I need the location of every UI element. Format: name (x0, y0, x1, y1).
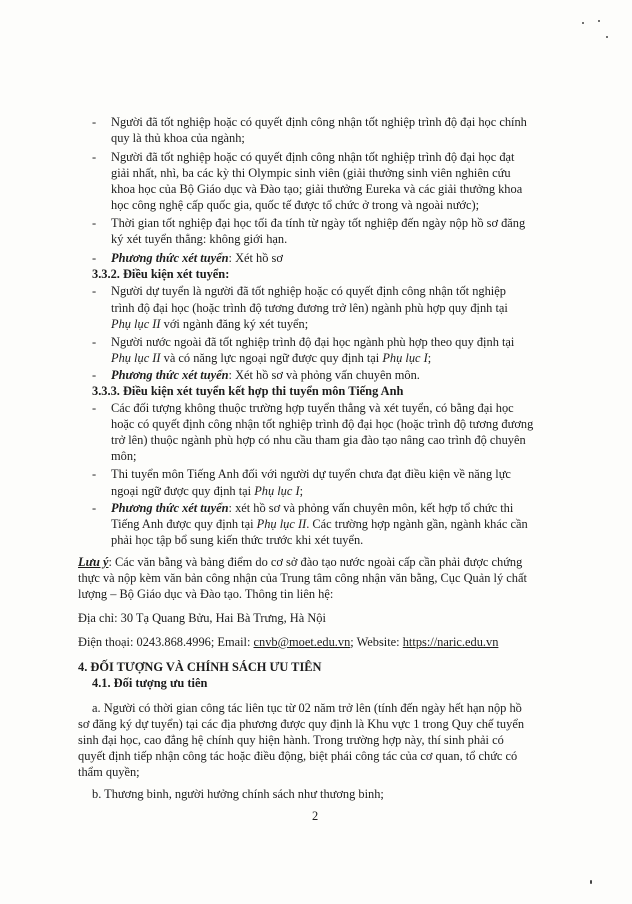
note-line: lượng – Bộ Giáo dục và Đào tạo. Thông tin liên hệ: (78, 587, 334, 601)
bullet-line: học công nghệ cấp quốc gia, quốc tế được tổ chức ở trong và ngoài nước); (111, 198, 480, 212)
bullet-text: ngoại ngữ được quy định tại (111, 484, 255, 498)
bullet-line: phải học tập bổ sung kiến thức trước khi xét tuyển. (111, 533, 364, 547)
bullet-line: Người đã tốt nghiệp hoặc có quyết định công nhận tốt nghiệp trình độ đại học chính (111, 115, 527, 129)
bullet-line: Thời gian tốt nghiệp đại học tối đa tính từ ngày tốt nghiệp đến ngày nộp hồ sơ đăng (111, 216, 526, 230)
bullet-line: quy là thủ khoa của ngành; (111, 131, 245, 145)
bullet-line: Người đã tốt nghiệp hoặc có quyết định công nhận tốt nghiệp trình độ đại học đạt (111, 150, 515, 164)
bullet-dash: - (92, 467, 97, 481)
bullet-text: và có năng lực ngoại ngữ được quy định tại (160, 351, 383, 365)
method-text: : xét hồ sơ và phỏng vấn chuyên môn, kết hợp tổ chức thi (228, 501, 514, 515)
bullet-line: giải nhất, nhì, ba các kỳ thi Olympic sinh viên (giải thưởng sinh viên nghiên cứu (111, 166, 511, 180)
note-line (78, 554, 522, 570)
bullet-line (111, 516, 528, 532)
paragraph-line: sơ đăng ký dự tuyển) tại các địa phương được quy định là Khu vực 1 trong Quy chế tuyển (78, 717, 525, 731)
bullet-dash: - (92, 401, 97, 415)
bullet-text: . Các trường hợp ngành gần, ngành khác cần (306, 517, 528, 531)
bullet-text: với ngành đăng ký xét tuyển; (160, 317, 309, 331)
bullet-line: khoa học của Bộ Giáo dục và Đào tạo; giải thưởng Eureka và các giải thưởng khoa (111, 182, 523, 196)
appendix-ref: Phụ lục I (382, 351, 428, 365)
bullet-line (111, 500, 513, 516)
paragraph-line: b. Thương binh, người hưởng chính sách như thương binh; (92, 787, 384, 801)
page-number: 2 (312, 809, 319, 823)
appendix-ref: Phụ lục I (254, 484, 300, 498)
bullet-dash: - (92, 150, 97, 164)
bullet-line: Các đối tượng không thuộc trường hợp tuyển thẳng và xét tuyển, có bằng đại học (111, 401, 514, 415)
note-text: : Các văn bằng và bảng điểm do cơ sở đào tạo nước ngoài cấp cần phải được chứng (108, 555, 523, 569)
bullet-line (111, 483, 303, 499)
bullet-line (111, 316, 308, 332)
appendix-ref: Phụ lục II (256, 517, 307, 531)
bullet-dash: - (92, 284, 97, 298)
phone-text: Điện thoại: 0243.868.4996; Email: (78, 635, 254, 649)
bullet-dash: - (92, 368, 97, 382)
bullet-line: Người nước ngoài đã tốt nghiệp trình độ đại học ngành phù hợp theo quy định tại (111, 335, 515, 349)
scan-speck (590, 880, 592, 884)
method-text: : Xét hồ sơ và phỏng vấn chuyên môn. (228, 368, 420, 382)
bullet-dash: - (92, 501, 97, 515)
section-heading: 4. ĐỐI TƯỢNG VÀ CHÍNH SÁCH ƯU TIÊN (78, 660, 322, 674)
bullet-dash: - (92, 115, 97, 129)
contact-address: Địa chỉ: 30 Tạ Quang Bửu, Hai Bà Trưng, Hà Nội (78, 611, 326, 625)
paragraph-line: quyết định tiếp nhận công tác hoặc điều động, biệt phái công tác của cơ quan, tổ chức có (78, 749, 518, 763)
note-line: thực và nộp kèm văn bản công nhận của Trung tâm công nhận văn bằng, Cục Quản lý chất (78, 571, 527, 585)
appendix-ref: Phụ lục II (111, 351, 161, 365)
paragraph-line: a. Người có thời gian công tác liên tục từ 02 năm trở lên (tính đến ngày hết hạn nộp hồ (92, 701, 522, 715)
email-link[interactable]: cnvb@moet.edu.vn (253, 635, 351, 649)
bullet-line (111, 367, 420, 383)
note-label: Lưu ý (78, 555, 109, 569)
scan-speck (606, 36, 608, 38)
bullet-text: ; (427, 351, 432, 365)
bullet-line: trình độ đại học (hoặc trình độ tương đương trở lên) ngành phù hợp quy định tại (111, 301, 508, 315)
method-label: Phương thức xét tuyển (111, 368, 229, 382)
bullet-line: Người dự tuyển là người đã tốt nghiệp hoặc có quyết định công nhận tốt nghiệp (111, 284, 506, 298)
website-label: ; Website: (350, 635, 403, 649)
subsection-heading: 4.1. Đối tượng ưu tiên (92, 676, 208, 690)
bullet-dash: - (92, 251, 97, 265)
bullet-text: ; (299, 484, 304, 498)
bullet-line (111, 350, 431, 366)
bullet-text: Tiếng Anh được quy định tại (111, 517, 257, 531)
bullet-line: môn; (111, 449, 137, 463)
bullet-dash: - (92, 335, 97, 349)
bullet-line: hoặc có quyết định công nhận tốt nghiệp trình độ đại học (hoặc trình độ tương đương (111, 417, 534, 431)
method-label: Phương thức xét tuyển (111, 251, 229, 265)
appendix-ref: Phụ lục II (111, 317, 161, 331)
bullet-line: ký xét tuyển thẳng: không giới hạn. (111, 232, 288, 246)
scan-speck (582, 22, 584, 24)
website-link[interactable]: https://naric.edu.vn (402, 635, 499, 649)
bullet-line (111, 250, 283, 266)
method-label: Phương thức xét tuyển (111, 501, 229, 515)
bullet-line: trở lên) thuộc ngành phù hợp có nhu cầu tham gia đào tạo nâng cao trình độ chuyên (111, 433, 526, 447)
paragraph-line: thẩm quyền; (78, 765, 140, 779)
section-heading: 3.3.3. Điều kiện xét tuyển kết hợp thi tuyển môn Tiếng Anh (92, 384, 404, 398)
bullet-line: Thi tuyển môn Tiếng Anh đối với người dự tuyển chưa đạt điều kiện về năng lực (111, 467, 511, 481)
scan-speck (598, 20, 600, 22)
bullet-dash: - (92, 216, 97, 230)
section-heading: 3.3.2. Điều kiện xét tuyển: (92, 267, 230, 281)
paragraph-line: sinh đại học, cao đẳng hệ chính quy hiện hành. Trong trường hợp này, thí sinh phải có (78, 733, 504, 747)
method-text: : Xét hồ sơ (228, 251, 283, 265)
contact-line (78, 634, 498, 650)
